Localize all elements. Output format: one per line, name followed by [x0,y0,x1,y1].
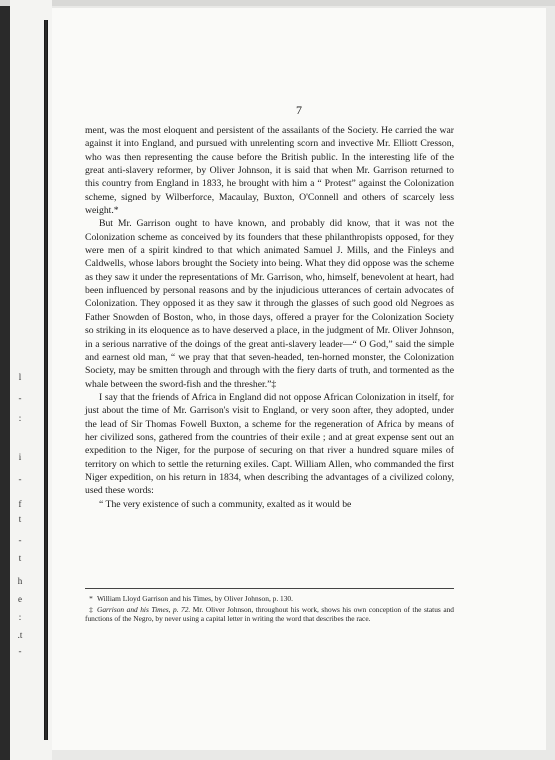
footnote-citation: Garrison and his Times, p. 72. [97,604,191,614]
bleed-through-char: f [18,499,22,509]
bleed-through-char: t [18,553,22,563]
bleed-through-char: - [18,474,22,484]
book-spine [44,20,48,740]
footnote-divider [85,588,454,589]
footnote-mark: * [89,594,93,603]
book-page [52,8,546,750]
bleed-through-char: e [18,594,22,604]
bleed-through-char: h [17,576,23,586]
bleed-through-char: t [18,514,22,524]
bleed-through-char: - [18,535,22,545]
footnote-text: Mr. Oliver Johnson, throughout his work, shows his own conception of the status and functions of the Negro, by never using a capital letter in writing the word that describes the race. [85,604,454,624]
paragraph: But Mr. Garrison ought to have known, and probably did know, that it was not the Colonization scheme as conceived by its founders that these philanthropists opposed, for they were men of a spirit kindred to that which animated Samuel J. Mills, and the Finleys and Caldwells, whose labors brought the Society into being. What they did oppose was the scheme as they saw it under the representations of Mr. Garrison, who, himself, benevolent at heart, had been influenced by personal reasons and by the injudicious utterances of certain advocates of Colonization. They opposed it as they saw it through the glasses of such good old Negroes as Father Snowden of Boston, who, in those days, offered a prayer for the Colonization Society so striking in its eloquence as to have deserved a place, in the judgment of Mr. Oliver Johnson, in a serious narrative of the doings of the great anti-slavery leader—“ O God,” said the simple and earnest old man, “ we pray that that seven-headed, ten-horned monster, the Colonization Society, may be smitten through and through with the fiery darts of truth, and tormented as the whale between the sword-fish and the thresher.”‡ [85,218,454,390]
page-number: 7 [296,103,302,117]
scan-edge-top [0,0,555,6]
bleed-through-char: - [18,393,22,403]
bleed-through-char: i [18,452,22,462]
bleed-through-char: .t [17,630,23,640]
footnotes [85,594,454,625]
bleed-through-char: : [18,413,22,423]
body-text [85,124,454,511]
bleed-through-char: - [18,646,22,656]
paragraph: I say that the friends of Africa in England did not oppose African Colonization in itself, for just about the time of Mr. Garrison's visit to England, or very soon after, they adopted, under the lead of Sir Thomas Fowell Buxton, a scheme for the regeneration of Africa by means of her civilized sons, gathered from the countries of their exile ; and at great expense sent out an expedition to the Niger, for the purpose of securing on that river a hundred square miles of territory on which to settle the returning exiles. Capt. William Allen, who commanded the first Niger expedition, on his return in 1834, when describing the advantages of a civilized colony, used these words: [85,391,454,497]
footnote [85,605,454,624]
footnote-text: William Lloyd Garrison and his Times, by Oliver Johnson, p. 130. [97,594,293,603]
bleed-through-char: : [18,612,22,622]
paragraph: ment, was the most eloquent and persistent of the assailants of the Society. He carried the war against it into England, and pursued with unrelenting scorn and invective Mr. Elliott Cresson, who was then representing the cause before the British public. In the interesting life of the great anti-slavery reformer, by Oliver Johnson, it is said that when Mr. Garrison returned to this country from England in 1833, he brought with him a “ Protest” against the Colonization scheme, signed by Wilberforce, Macaulay, Buxton, O'Connell and others of scarcely less weight.* [85,125,454,217]
paragraph: “ The very existence of such a community, exalted as it would be [99,498,352,510]
footnote [85,594,454,604]
footnote-mark: ‡ [89,604,93,614]
bleed-through-char: l [18,372,22,382]
